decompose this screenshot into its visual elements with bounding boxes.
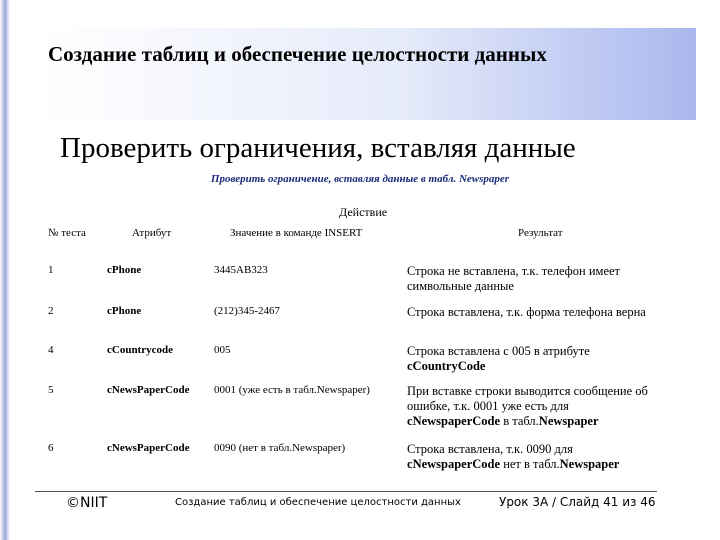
- footer-course-title: Создание таблиц и обеспечение целостности данных: [175, 497, 461, 508]
- result-line: cNewspaperCode в табл.Newspaper: [407, 414, 599, 428]
- insert-value: 005: [214, 344, 231, 356]
- insert-value: 0090 (нет в табл.Newspaper): [214, 442, 346, 454]
- attribute-name: cCountrycode: [107, 344, 173, 356]
- result-line: Строка не вставлена, т.к. телефон имеет: [407, 264, 621, 278]
- result-text: [407, 344, 697, 374]
- attribute-name: cPhone: [107, 264, 142, 276]
- result-text: [407, 264, 697, 294]
- attribute-name: cNewsPaperCode: [107, 384, 190, 396]
- test-number: 4: [48, 344, 54, 356]
- test-number: 6: [48, 442, 54, 454]
- result-text: [407, 442, 697, 472]
- result-text: [407, 384, 697, 429]
- result-line: Строка вставлена, т.к. 0090 для: [407, 442, 573, 456]
- slide-subtitle: Проверить ограничения, вставляя данные: [60, 132, 576, 164]
- result-line: Строка вставлена, т.к. форма телефона верна: [407, 305, 646, 319]
- test-number: 2: [48, 305, 54, 317]
- table-caption: Проверить ограничение, вставляя данные в табл. Newspaper: [210, 173, 510, 185]
- action-label: Действие: [339, 205, 388, 219]
- result-line: ошибке, т.к. 0001 уже есть для: [407, 399, 569, 413]
- result-text: [407, 305, 697, 320]
- footer-slide-number: Урок 3A / Слайд 41 из 46: [499, 495, 656, 509]
- test-number: 5: [48, 384, 54, 396]
- footer-copyright: ©NIIT: [66, 495, 108, 511]
- insert-value: 3445AB323: [214, 264, 268, 276]
- left-decorative-bar: [0, 0, 10, 540]
- attribute-name: cNewsPaperCode: [107, 442, 190, 454]
- result-line: символьные данные: [407, 279, 514, 293]
- footer-divider: [35, 491, 657, 492]
- test-number: 1: [48, 264, 54, 276]
- insert-value: 0001 (уже есть в табл.Newspaper): [214, 384, 370, 396]
- slide-title: Создание таблиц и обеспечение целостности данных: [48, 42, 547, 66]
- attribute-name: cPhone: [107, 305, 142, 317]
- header-result: Результат: [518, 227, 563, 239]
- result-line: cCountryCode: [407, 359, 486, 373]
- header-attribute: Атрибут: [132, 227, 172, 239]
- result-line: При вставке строки выводится сообщение об: [407, 384, 648, 398]
- header-test-number: № теста: [48, 227, 86, 239]
- result-line: Строка вставлена с 005 в атрибуте: [407, 344, 590, 358]
- header-insert-value: Значение в команде INSERT: [230, 227, 363, 239]
- insert-value: (212)345-2467: [214, 305, 280, 317]
- result-line: cNewspaperCode нет в табл.Newspaper: [407, 457, 620, 471]
